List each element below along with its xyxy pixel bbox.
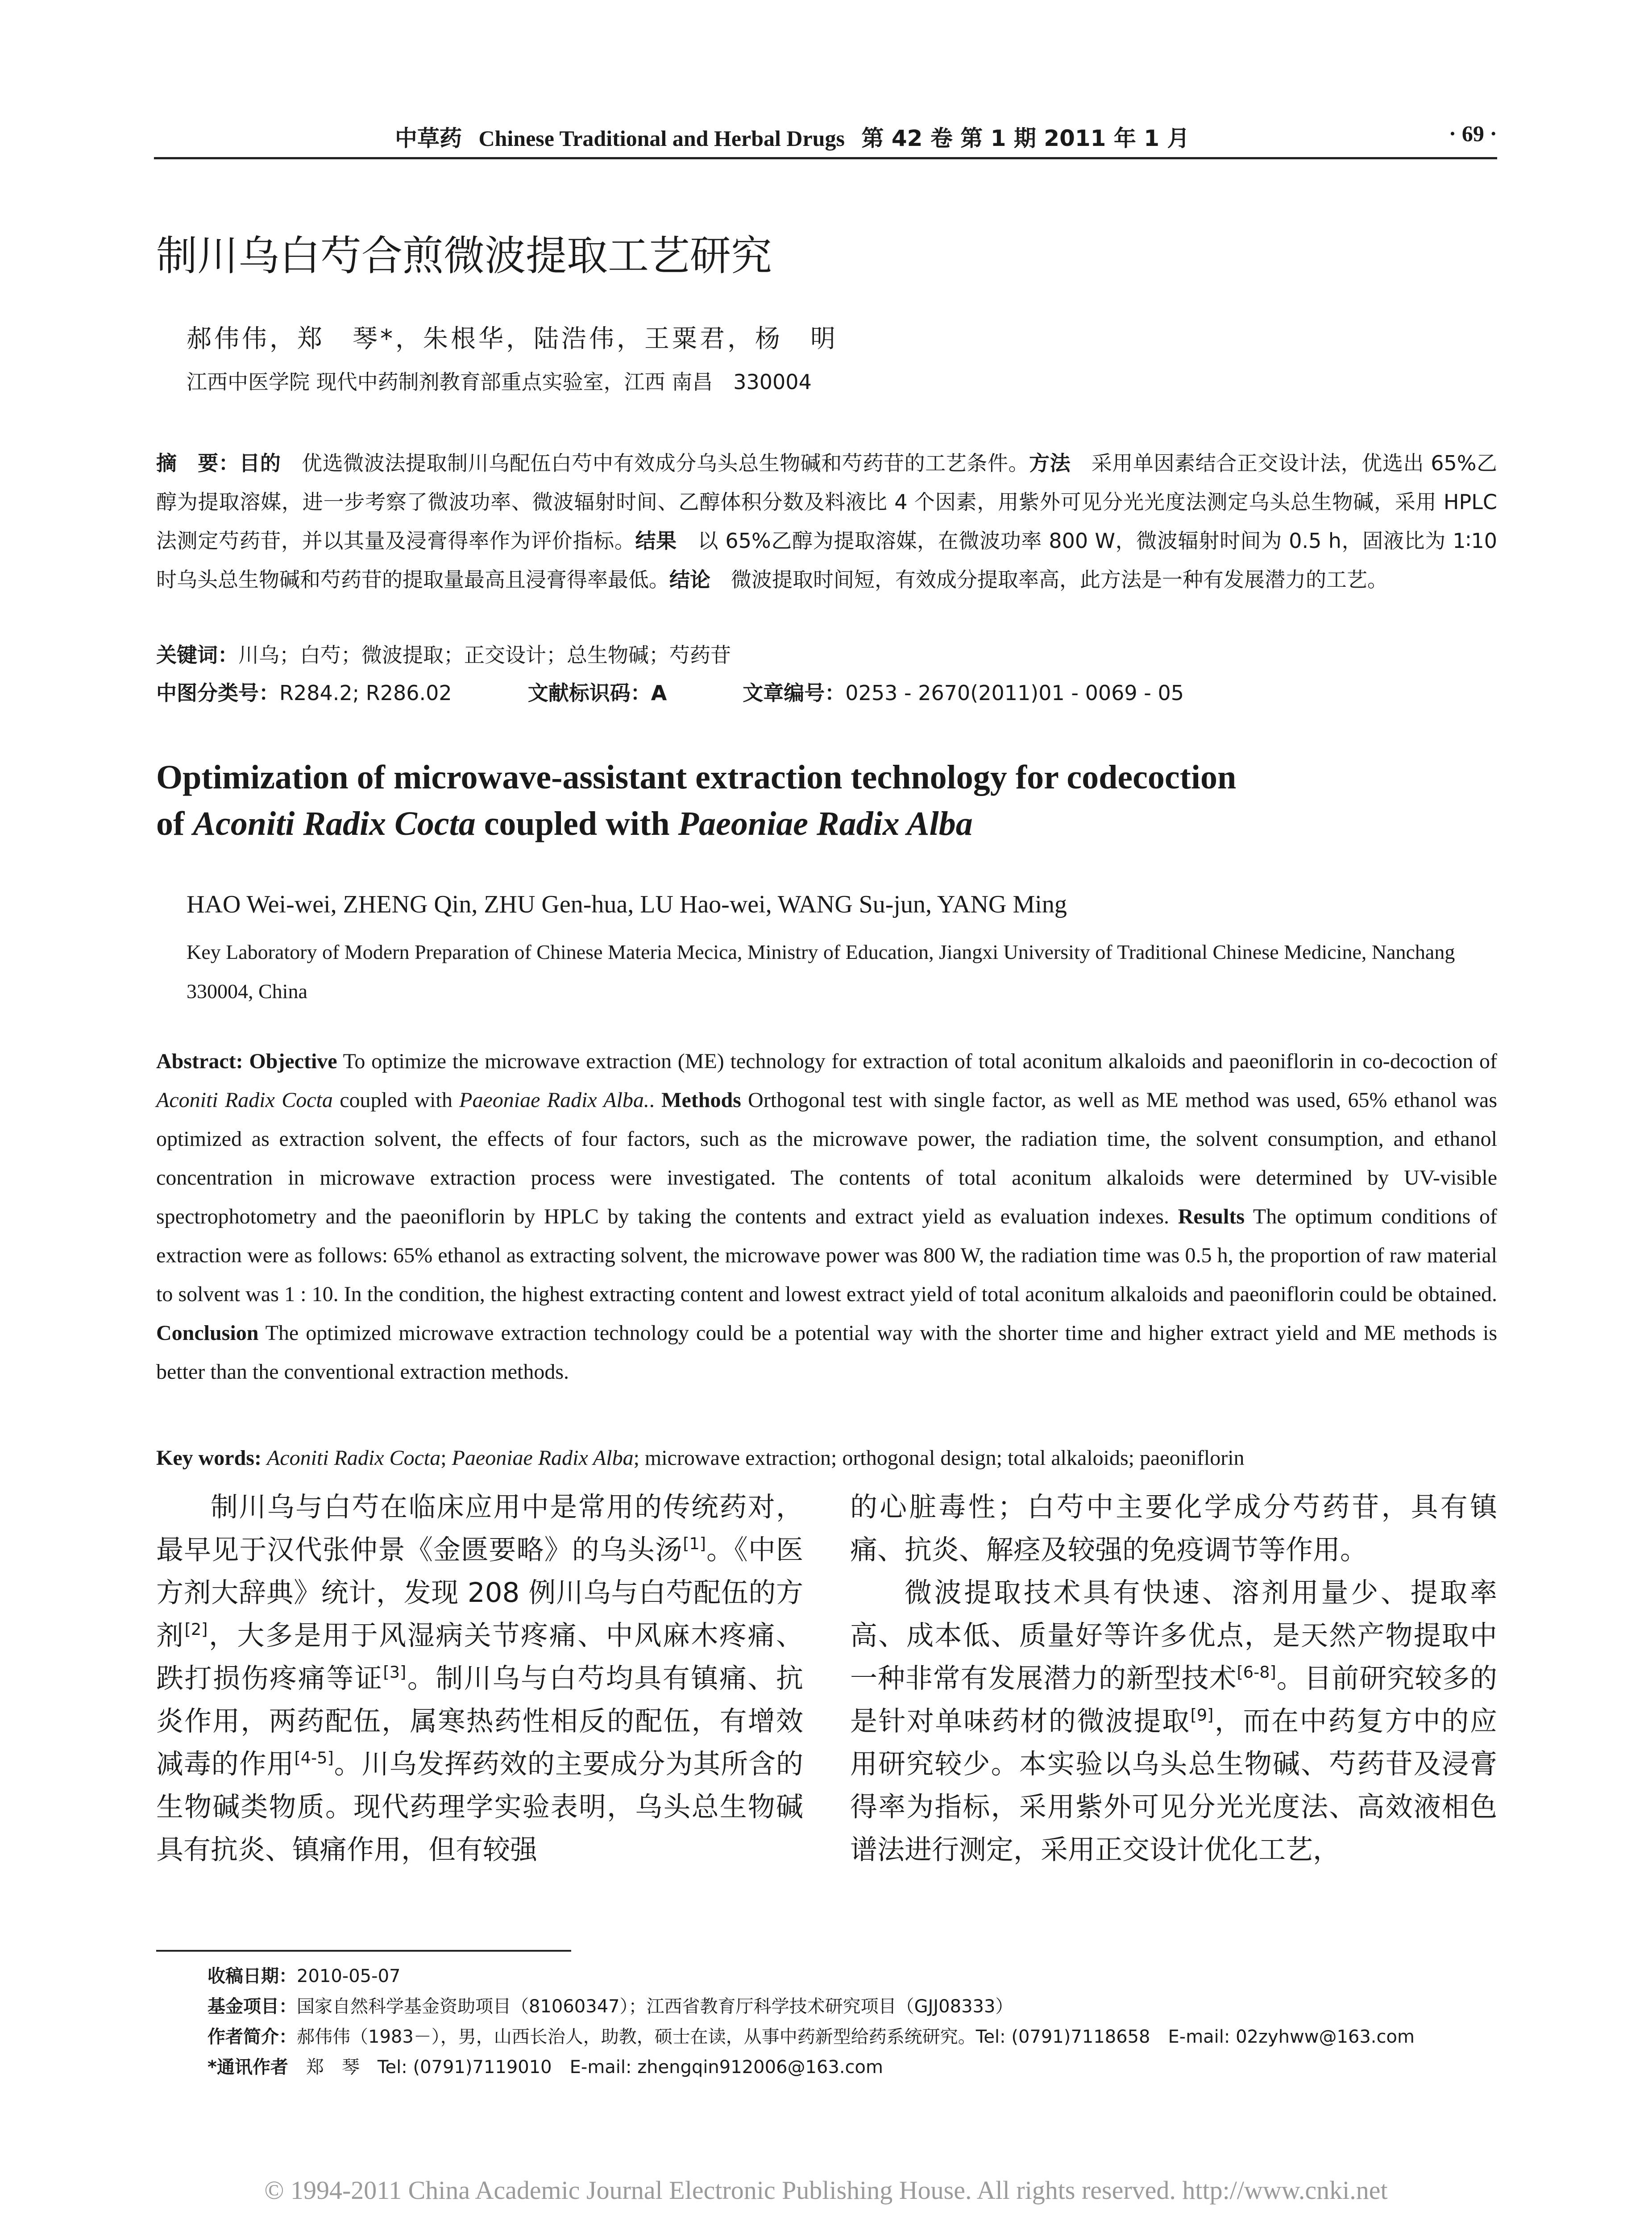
footnote-label: 作者简介： xyxy=(208,2027,297,2047)
body-text: 制川乌与白芍在临床应用中是常用的传统药对，最早见于汉代张仲景《金匮要略》的乌头汤 xyxy=(156,1491,803,1566)
en-title-part: of xyxy=(156,805,193,842)
en-objective: To optimize the microwave extraction (ME) technology for extraction of total aconitum alkaloids and paeoniflorin in co-decoction of xyxy=(337,1049,1497,1073)
footnote-text: 郝伟伟（1983－），男，山西长治人，助教，硕士在读，从事中药新型给药系统研究。Tel: (0791)7118658 E-mail: 02zyhww@163.com xyxy=(297,2027,1415,2047)
en-title-line-1: Optimization of microwave-assistant extraction technology for codecoction xyxy=(156,759,1237,796)
en-keywords-label: Key words: xyxy=(156,1446,261,1470)
cn-results: 以 65%乙醇为提取溶媒，在微波功率 800 W，微波辐射时间为 0.5 h，固液比为 1∶10 时乌头总生物碱和芍药苷的提取量最高且浸膏得率最低。 xyxy=(156,529,1497,592)
body-text: 。《中医方剂大辞典》统计，发现 208 例川乌与白芍配伍的方剂 xyxy=(156,1534,803,1651)
body-paragraph xyxy=(850,1572,1497,1871)
en-keywords-rest: ; microwave extraction; orthogonal design; total alkaloids; paeoniflorin xyxy=(633,1446,1245,1470)
en-objective-label: Objective xyxy=(249,1049,337,1073)
footnote-corresponding xyxy=(208,2052,1502,2082)
journal-line xyxy=(395,120,1189,153)
footnotes xyxy=(208,1961,1502,2082)
journal-name-en: Chinese Traditional and Herbal Drugs xyxy=(478,126,845,151)
en-objective-mid: coupled with xyxy=(332,1088,460,1112)
en-keyword-herb-1: Aconiti Radix Cocta xyxy=(266,1446,441,1470)
en-keyword-sep: ; xyxy=(440,1446,452,1470)
footnote-author xyxy=(208,2022,1502,2052)
cn-abstract-label: 摘 要： xyxy=(156,451,240,475)
citation: [4-5] xyxy=(294,1748,334,1768)
citation: [6-8] xyxy=(1237,1663,1276,1682)
cn-title: 制川乌白芍合煎微波提取工艺研究 xyxy=(156,232,772,280)
copyright-watermark: © 1994-2011 China Academic Journal Electronic Publishing House. All rights reserved. http://www.cnki.net xyxy=(264,2176,1388,2205)
en-objective-herb-2: Paeoniae Radix Alba. xyxy=(459,1088,649,1112)
footnote-text: 郑 琴 Tel: (0791)7119010 E-mail: zhengqin912006@163.com xyxy=(288,2057,883,2078)
en-abstract xyxy=(156,1042,1497,1391)
en-results-label: Results xyxy=(1178,1205,1245,1228)
en-keywords xyxy=(156,1446,1497,1470)
en-title-herb-1: Aconiti Radix Cocta xyxy=(193,805,476,842)
en-conclusion: The optimized microwave extraction technology could be a potential way with the shorter time and higher extract yield and ME methods is better than the conventional extraction methods. xyxy=(156,1321,1497,1384)
footnote-text: 国家自然科学基金资助项目（81060347）；江西省教育厅科学技术研究项目（GJJ08333） xyxy=(297,1996,1013,2017)
en-title-part: coupled with xyxy=(475,805,678,842)
cn-article-label: 文章编号： xyxy=(743,681,846,705)
footnote-label: *通讯作者 xyxy=(208,2057,288,2078)
cn-keywords-label: 关键词： xyxy=(156,643,238,667)
cn-objective-label: 目的 xyxy=(239,451,281,475)
footnote-label: 收稿日期： xyxy=(208,1966,297,1986)
cn-authors: 郝伟伟，郑 琴*，朱根华，陆浩伟，王粟君，杨 明 xyxy=(187,324,838,353)
body-text: 。川乌发挥药效的主要成分为其所含的生物碱类物质。现代药理学实验表明，乌头总生物碱具有抗炎、镇痛作用，但有较强 xyxy=(156,1748,803,1866)
footnote-label: 基金项目： xyxy=(208,1996,297,2017)
page-number: · 69 · xyxy=(1449,121,1497,146)
body-paragraph xyxy=(156,1486,803,1871)
en-methods-label: Methods xyxy=(661,1088,741,1112)
body-column-right xyxy=(850,1486,1497,1871)
footnote-divider xyxy=(156,1950,571,1952)
cn-conclusion-label: 结论 xyxy=(669,568,710,592)
footnote-text: 2010-05-07 xyxy=(297,1966,401,1986)
en-authors: HAO Wei-wei, ZHENG Qin, ZHU Gen-hua, LU Hao-wei, WANG Su-jun, YANG Ming xyxy=(187,891,1067,918)
footnote-received xyxy=(208,1961,1502,1991)
en-affiliation: Key Laboratory of Modern Preparation of Chinese Materia Mecica, Ministry of Education, Jiangxi University of Traditional Chinese Medicine, Nanchang 330004, China xyxy=(187,941,1455,1003)
citation: [1] xyxy=(683,1534,706,1554)
body-text: ，大多是用于风湿病关节疼痛、中风麻木疼痛、跌打损伤疼痛等证 xyxy=(156,1620,803,1694)
cn-abstract xyxy=(156,444,1497,599)
footnote-fund xyxy=(208,1991,1502,2022)
en-conclusion-label: Conclusion xyxy=(156,1321,259,1345)
citation: [2] xyxy=(184,1620,208,1639)
cn-doccode-value: A xyxy=(651,681,667,705)
cn-affiliation: 江西中医学院 现代中药制剂教育部重点实验室，江西 南昌 330004 xyxy=(187,370,812,394)
en-title-line-2 xyxy=(156,800,1499,847)
en-results: The optimum conditions of extraction were as follows: 65% ethanol as extracting solvent, the microwave power was 800 W, the radiation time was 0.5 h, the proportion of raw material to solvent was 1 : 10. In the condition, the highest extracting content and lowest extract yield of total aconitum alkaloids and paeoniflorin could be obtained. xyxy=(156,1205,1498,1306)
cn-keywords-text: 川乌；白芍；微波提取；正交设计；总生物碱；芍药苷 xyxy=(238,643,731,667)
body-paragraph: 的心脏毒性；白芍中主要化学成分芍药苷，具有镇痛、抗炎、解痉及较强的免疫调节等作用。 xyxy=(850,1491,1497,1566)
journal-name-cn: 中草药 xyxy=(395,125,462,151)
en-title xyxy=(156,754,1499,847)
en-abstract-label: Abstract: xyxy=(156,1049,243,1073)
cn-methods: 采用单因素结合正交设计法，优选出 65%乙醇为提取溶媒，进一步考察了微波功率、微波辐射时间、乙醇体积分数及料液比 4 个因素，用紫外可见分光光度法测定乌头总生物碱，采用 HPLC 法测定芍药苷，并以其量及浸膏得率作为评价指标。 xyxy=(156,451,1498,553)
en-methods: Orthogonal test with single factor, as well as ME method was used, 65% ethanol was optimized as extraction solvent, the effects of four factors, such as the microwave power, the radiation time, the solvent consumption, and ethanol concentration in microwave extraction process were investigated. The contents of total aconitum alkaloids were determined by UV-visible spectrophotometry and the paeoniflorin by HPLC by taking the contents and extract yield as evaluation indexes. xyxy=(156,1088,1498,1228)
en-objective-end: . xyxy=(649,1088,662,1112)
cn-conclusion: 微波提取时间短，有效成分提取率高，此方法是一种有发展潜力的工艺。 xyxy=(710,568,1388,592)
issue-info: 第 42 卷 第 1 期 2011 年 1 月 xyxy=(861,125,1190,151)
cn-article-value: 0253 - 2670(2011)01 - 0069 - 05 xyxy=(845,681,1184,705)
en-title-herb-2: Paeoniae Radix Alba xyxy=(678,805,973,842)
cn-classification xyxy=(156,674,1497,713)
body-column-left xyxy=(156,1486,803,1871)
citation: [3] xyxy=(383,1663,407,1682)
citation: [9] xyxy=(1190,1705,1214,1725)
en-keyword-herb-2: Paeoniae Radix Alba xyxy=(452,1446,634,1470)
body-text: 。制川乌与白芍均具有镇痛、抗炎作用，两药配伍，属寒热药性相反的配伍，有增效减毒的作用 xyxy=(156,1663,803,1780)
cn-keywords xyxy=(156,636,1497,675)
body-text: 微波提取技术具有快速、溶剂用量少、提取率高、成本低、质量好等许多优点，是天然产物提取中一种非常有发展潜力的新型技术 xyxy=(850,1577,1497,1694)
cn-results-label: 结果 xyxy=(635,529,677,553)
body-text: 。目前研究较多的是针对单味药材的微波提取 xyxy=(850,1663,1497,1737)
en-objective-herb-1: Aconiti Radix Cocta xyxy=(156,1088,333,1112)
cn-methods-label: 方法 xyxy=(1029,451,1071,475)
cn-class-label: 中图分类号： xyxy=(156,681,279,705)
cn-class-value: R284.2; R286.02 xyxy=(279,681,452,705)
cn-objective: 优选微波法提取制川乌配伍白芍中有效成分乌头总生物碱和芍药苷的工艺条件。 xyxy=(281,451,1029,475)
body-text: ，而在中药复方中的应用研究较少。本实验以乌头总生物碱、芍药苷及浸膏得率为指标，采用紫外可见分光光度法、高效液相色谱法进行测定，采用正交设计优化工艺， xyxy=(850,1705,1497,1866)
cn-doccode-label: 文献标识码： xyxy=(527,681,651,705)
running-header xyxy=(154,117,1497,159)
